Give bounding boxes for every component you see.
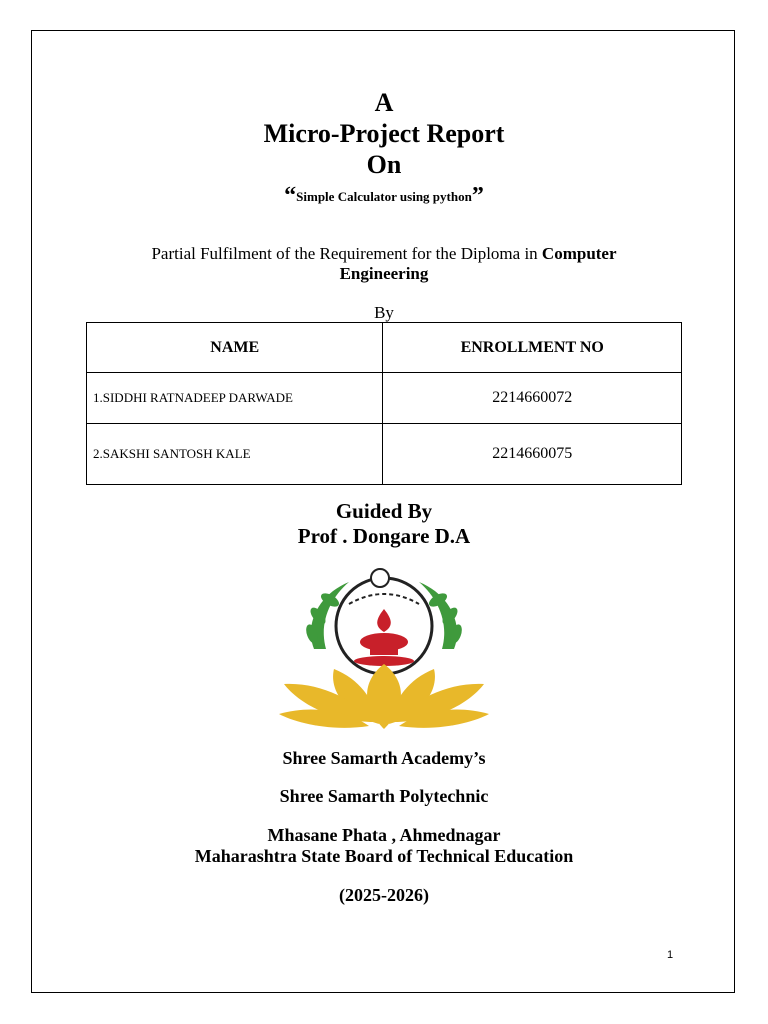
open-quote: “ [284, 183, 297, 209]
header-name: NAME [87, 323, 383, 373]
report-title: Micro-Project Report [263, 119, 505, 148]
title-on: On [366, 150, 402, 179]
table-row [87, 373, 682, 424]
student-name: 1.SIDDHI RATNADEEP DARWADE [87, 373, 383, 424]
academy-name: Shree Samarth Academy’s [282, 748, 486, 768]
motto-arc [349, 594, 419, 604]
msbte-emblem-logo [274, 564, 494, 734]
header-enrollment: ENROLLMENT NO [383, 323, 682, 373]
fulfilment-text: Partial Fulfilment of the Requirement for the Diploma in [151, 244, 542, 263]
student-enrollment: 2214660075 [383, 424, 682, 485]
guided-by-label: Guided By [335, 499, 433, 523]
project-subtitle [0, 183, 768, 210]
close-quote: ” [471, 183, 484, 209]
page-number: 1 [667, 949, 674, 961]
table-header-row [87, 323, 682, 373]
lotus-petals-icon [279, 664, 489, 729]
institute-address: Mhasane Phata , Ahmednagar [267, 825, 501, 845]
student-enrollment: 2214660072 [383, 373, 682, 424]
guide-name: Prof . Dongare D.A [297, 524, 471, 548]
board-name: Maharashtra State Board of Technical Education [194, 846, 574, 866]
student-name: 2.SAKSHI SANTOSH KALE [87, 424, 383, 485]
fulfilment-line-2: Engineering [339, 264, 429, 283]
title-letter-a: A [374, 88, 394, 117]
by-label: By [374, 303, 394, 322]
table-row [87, 424, 682, 485]
students-table [86, 322, 682, 485]
top-medallion-icon [371, 569, 389, 587]
polytechnic-name: Shree Samarth Polytechnic [279, 786, 489, 806]
fulfilment-bold: Computer [541, 244, 617, 263]
fulfilment-line-1 [0, 244, 768, 264]
academic-year: (2025-2026) [339, 885, 429, 905]
project-name: Simple Calculator using python [296, 189, 472, 204]
lamp-emblem-icon [354, 609, 414, 666]
